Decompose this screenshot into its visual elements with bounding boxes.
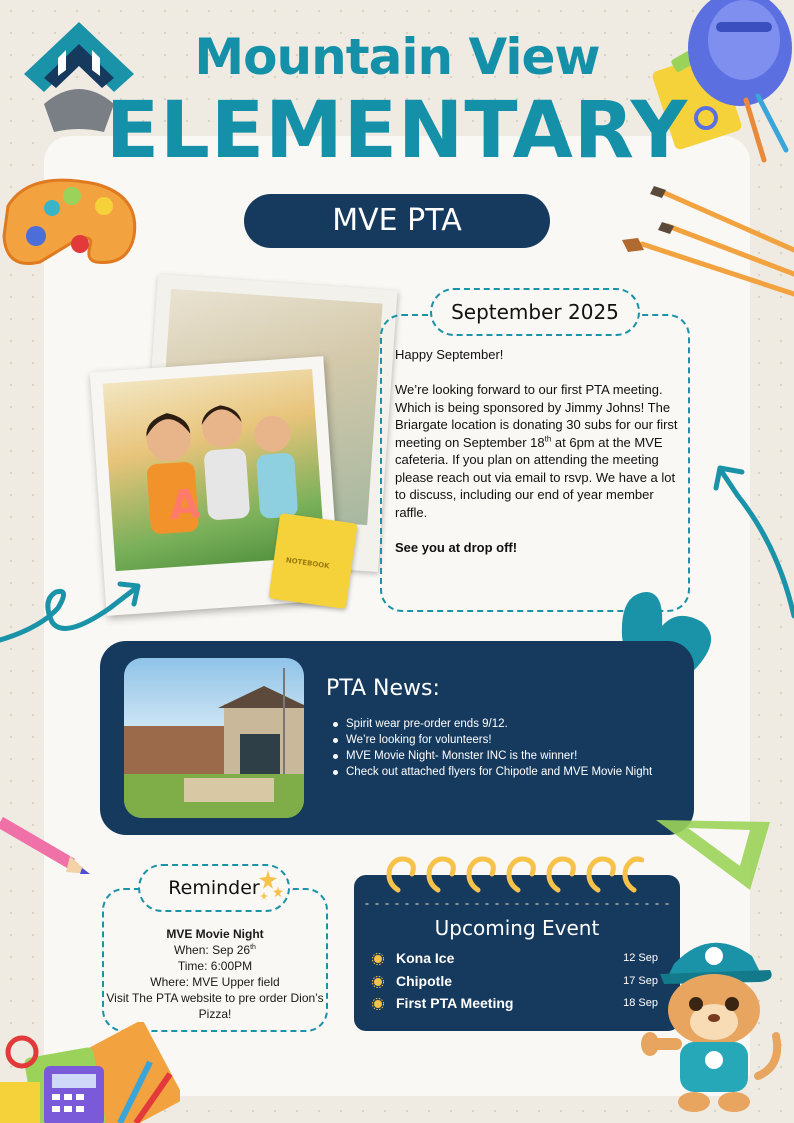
sparkle-stars-icon <box>256 868 286 904</box>
news-item: We’re looking for volunteers! <box>330 732 670 748</box>
spiral-binding-icon <box>384 852 644 896</box>
pta-news-list <box>330 716 670 780</box>
school-name-line2: ELEMENTARY <box>105 86 689 176</box>
sun-bullet-icon <box>372 976 384 988</box>
reminder-where: Where: MVE Upper field <box>150 975 280 989</box>
event-divider <box>362 902 674 906</box>
upcoming-event-title: Upcoming Event <box>434 916 600 940</box>
reminder-details <box>104 926 326 1022</box>
september-message <box>395 346 685 574</box>
event-name: Chipotle <box>396 973 452 989</box>
event-item <box>372 973 658 993</box>
event-date: 18 Sep <box>623 997 658 1009</box>
reminder-event-name: MVE Movie Night <box>166 927 264 941</box>
news-item: MVE Movie Night- Monster INC is the winner! <box>330 748 670 764</box>
paintbrush-icon <box>618 180 794 300</box>
event-item <box>372 995 658 1015</box>
event-item <box>372 950 658 970</box>
meeting-paragraph: We’re looking forward to our first PTA meeting. Which is being sponsored by Jimmy Johns! The Briargate location is donating 30 subs for our first meeting on September 18th at 6pm at the MVE cafeteria. If you plan on attending the meeting please reach out via email to rsvp. We have a lot to discuss, including our end of year member raffle. <box>395 382 678 520</box>
school-name-line1: Mountain View <box>194 28 600 86</box>
news-item: Spirit wear pre-order ends 9/12. <box>330 716 670 732</box>
mascot-lion-icon <box>640 926 786 1116</box>
news-item: Check out attached flyers for Chipotle and MVE Movie Night <box>330 764 670 780</box>
reminder-heading: Reminder <box>138 864 290 912</box>
reminder-time: Time: 6:00PM <box>177 959 253 973</box>
svg-text:A: A <box>167 481 202 530</box>
pta-news-title: PTA News: <box>326 676 440 701</box>
closing-text: See you at drop off! <box>395 539 518 555</box>
sun-bullet-icon <box>372 953 384 965</box>
september-heading: September 2025 <box>430 288 640 336</box>
paint-palette-icon <box>0 166 146 278</box>
school-building-photo <box>124 658 304 818</box>
reminder-note: Visit The PTA website to pre order Dion’s Pizza! <box>106 991 324 1021</box>
event-name: First PTA Meeting <box>396 995 514 1011</box>
pta-pill-label: MVE PTA <box>244 194 550 248</box>
event-date: 12 Sep <box>623 952 658 964</box>
event-date: 17 Sep <box>623 975 658 987</box>
event-name: Kona Ice <box>396 950 455 966</box>
swirl-arrow-icon <box>708 456 794 626</box>
sun-bullet-icon <box>372 998 384 1010</box>
reminder-when: When: Sep 26th <box>174 943 256 957</box>
greeting-text: Happy September! <box>395 347 504 362</box>
swirl-arrow-icon <box>0 578 150 648</box>
notebook-icon: NOTEBOOK <box>268 513 357 609</box>
school-supplies-icon <box>0 1022 180 1123</box>
pencil-icon <box>0 814 96 878</box>
